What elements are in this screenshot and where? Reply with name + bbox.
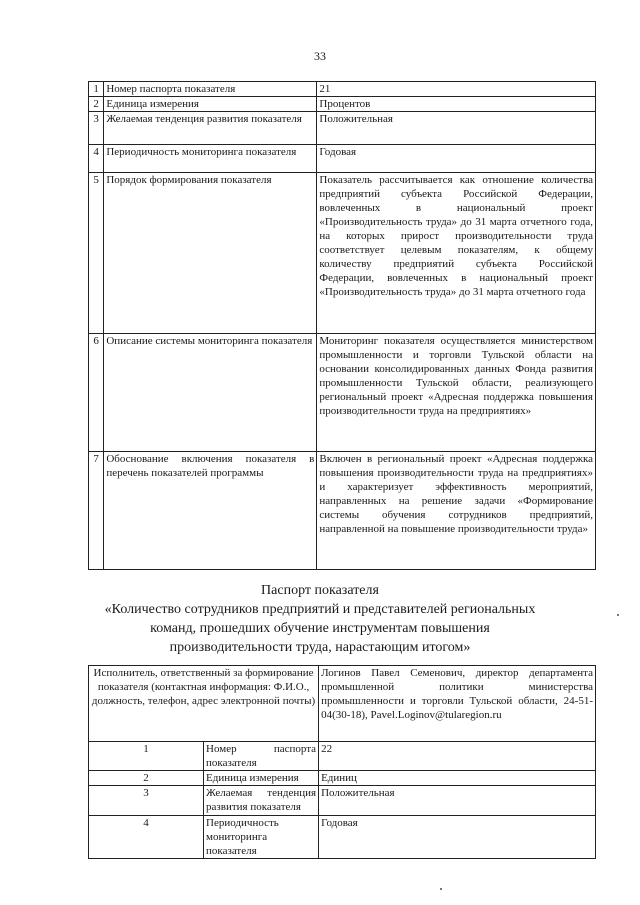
table-row xyxy=(89,786,596,816)
row-label: Желаемая тенденция развития показателя xyxy=(204,786,319,816)
row-number: 2 xyxy=(89,97,104,112)
table-row xyxy=(89,452,596,570)
row-number: 5 xyxy=(89,173,104,334)
table-row xyxy=(89,112,596,145)
row-value: Годовая xyxy=(317,145,596,173)
row-number: 2 xyxy=(89,771,204,786)
indicator-passport-table-22 xyxy=(88,665,596,859)
row-label: Номер паспорта показателя xyxy=(204,742,319,771)
scan-speck xyxy=(440,888,442,890)
executor-row xyxy=(89,666,596,742)
row-value: Положительная xyxy=(319,786,596,816)
row-label: Периодичность мониторинга показателя xyxy=(204,816,319,859)
row-label: Желаемая тенденция развития показателя xyxy=(104,112,317,145)
row-number: 7 xyxy=(89,452,104,570)
executor-label: Исполнитель, ответственный за формирование показателя (контактная информация: Ф.И.О., должность, телефон, адрес электронной почты) xyxy=(89,666,319,742)
passport-subtitle-line: «Количество сотрудников предприятий и представителей региональных xyxy=(104,602,536,617)
row-number: 1 xyxy=(89,742,204,771)
row-value: 22 xyxy=(319,742,596,771)
row-value: Включен в региональный проект «Адресная поддержка повышения производительности труда на предприятиях» и характеризует эффективность мероприятий, направленных на решение задачи «Формирование системы обучения сотрудников предприятий, направленной на повышение производительности труда» xyxy=(317,452,596,570)
passport-subtitle-line: производительности труда, нарастающим итогом» xyxy=(169,640,471,655)
row-number: 1 xyxy=(89,82,104,97)
row-label: Порядок формирования показателя xyxy=(104,173,317,334)
row-label: Обоснование включения показателя в перечень показателей программы xyxy=(104,452,317,570)
scan-speck xyxy=(617,614,619,616)
row-label: Периодичность мониторинга показателя xyxy=(104,145,317,173)
table-row xyxy=(89,816,596,859)
row-number: 4 xyxy=(89,145,104,173)
row-value: Мониторинг показателя осуществляется министерством промышленности и торговли Тульской области на основании консолидированных данных Фонда развития промышленности Тульской области, реализующего региональный проект «Адресная поддержка повышения производительности труда на предприятиях» xyxy=(317,334,596,452)
table-row xyxy=(89,334,596,452)
passport-heading xyxy=(40,581,600,657)
row-label: Номер паспорта показателя xyxy=(104,82,317,97)
row-value: Процентов xyxy=(317,97,596,112)
row-value: 21 xyxy=(317,82,596,97)
table-row xyxy=(89,771,596,786)
row-value: Положительная xyxy=(317,112,596,145)
table-row xyxy=(89,145,596,173)
table-row xyxy=(89,742,596,771)
row-number: 6 xyxy=(89,334,104,452)
row-label: Единица измерения xyxy=(104,97,317,112)
passport-subtitle-line: команд, прошедших обучение инструментам повышения xyxy=(150,621,490,636)
row-value: Единиц xyxy=(319,771,596,786)
row-label: Описание системы мониторинга показателя xyxy=(104,334,317,452)
table-row xyxy=(89,173,596,334)
table-row xyxy=(89,97,596,112)
row-number: 3 xyxy=(89,786,204,816)
page-number: 33 xyxy=(314,49,326,63)
row-label: Единица измерения xyxy=(204,771,319,786)
indicator-passport-table-21 xyxy=(88,81,596,570)
row-number: 4 xyxy=(89,816,204,859)
passport-title: Паспорт показателя xyxy=(261,583,379,598)
executor-value: Логинов Павел Семенович, директор департамента промышленной политики министерства промышленности и торговли Тульской области, 24-51-04(30-18), Pavel.Loginov@tularegion.ru xyxy=(319,666,596,742)
row-value: Показатель рассчитывается как отношение количества предприятий субъекта Российской Федерации, вовлеченных в национальный проект «Производительность труда» до 31 марта отчетного года, на которых прирост производительности труда соответствует целевым показателям, к общему количеству предприятий субъекта Российской Федерации, вовлеченных в национальный проект «Производительность труда» до 31 марта отчетного года xyxy=(317,173,596,334)
table-row xyxy=(89,82,596,97)
row-number: 3 xyxy=(89,112,104,145)
row-value: Годовая xyxy=(319,816,596,859)
